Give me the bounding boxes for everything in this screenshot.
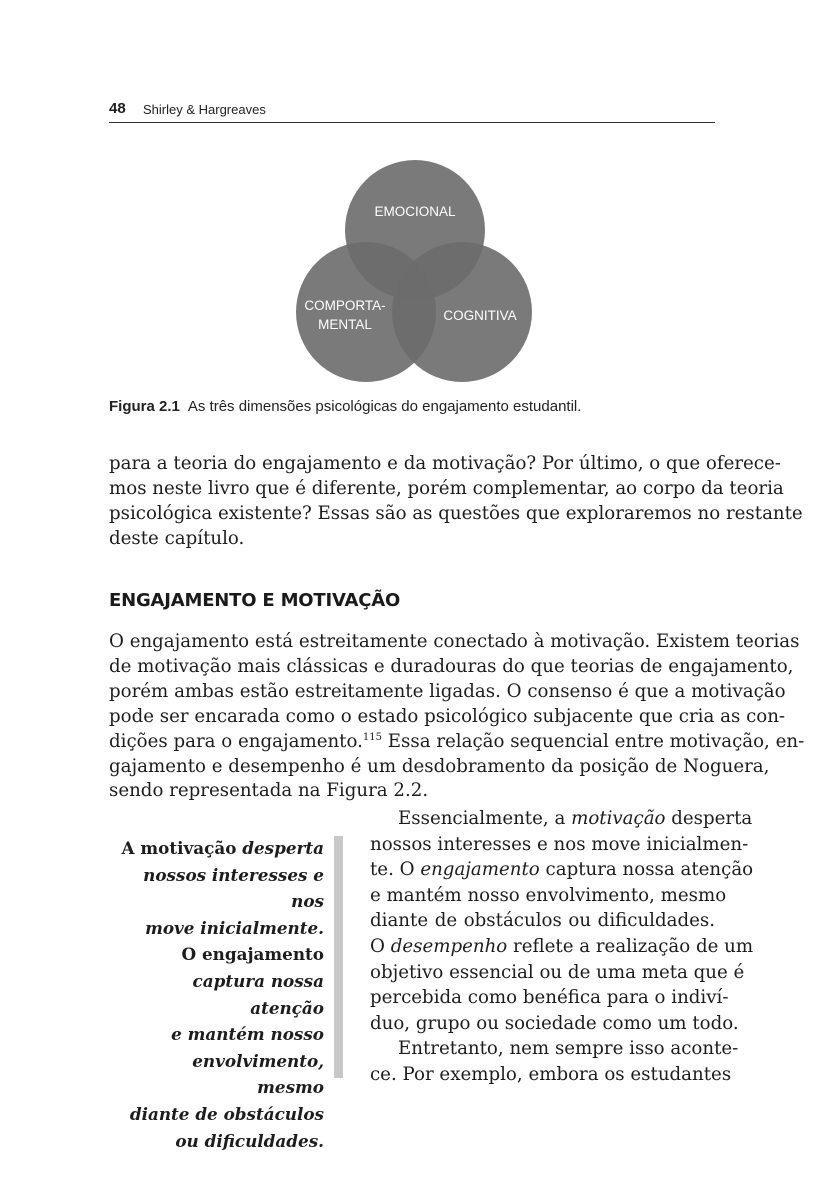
text-line: nossos interesses e nos move inicialmen- <box>370 833 749 855</box>
text-emphasis: engajamento <box>420 859 540 881</box>
paragraph-motivation <box>109 630 805 804</box>
text-line: percebida como benéfica para o indiví- <box>370 987 729 1009</box>
paragraph-intro <box>109 452 803 552</box>
text-line <box>370 806 753 832</box>
venn-diagram <box>280 150 540 390</box>
quote-line: e mantém nosso <box>171 1024 324 1045</box>
text-segment: te. O <box>370 859 421 881</box>
section-heading: ENGAJAMENTO E MOTIVAÇÃO <box>109 590 401 611</box>
text-line: pode ser encarada como o estado psicológico subjacente que cria as con- <box>109 705 786 727</box>
quote-line: nossos interesses e nos <box>143 864 324 912</box>
figure-caption <box>109 398 729 415</box>
caption-label: Figura 2.1 <box>109 398 180 415</box>
text-segment: O <box>370 935 391 957</box>
quote-line: diante de obstáculos <box>129 1103 324 1124</box>
footnote-ref: 115 <box>362 731 382 743</box>
text-line: porém ambas estão estreitamente ligadas. O consenso é que a motivação <box>109 680 786 702</box>
text-line <box>109 730 805 755</box>
text-segment: desperta <box>665 808 753 829</box>
text-segment: reflete a realização de um <box>507 935 754 957</box>
text-line: de motivação mais clássicas e duradouras do que teorias de engajamento, <box>109 655 794 677</box>
text-line: mos neste livro que é diferente, porém complementar, ao corpo da teoria <box>109 477 784 499</box>
text-segment: captura nossa atenção <box>539 859 754 881</box>
text-line: ce. Por exemplo, embora os estudantes <box>370 1063 732 1085</box>
label-comportamental-1: COMPORTA- <box>304 298 386 313</box>
text-segment: dições para o engajamento. <box>109 730 363 752</box>
quote-line: envolvimento, mesmo <box>192 1050 324 1098</box>
text-line: psicológica existente? Essas são as questões que exploraremos no restante <box>109 502 803 524</box>
quote-line: O engajamento <box>181 944 324 965</box>
label-comportamental-2: MENTAL <box>318 317 372 332</box>
running-header <box>109 100 715 123</box>
text-line: sendo representada na Figura 2.2. <box>109 780 429 802</box>
quote-line: ou dificuldades. <box>175 1130 324 1151</box>
paragraph-column <box>370 806 754 1088</box>
label-cognitiva: COGNITIVA <box>443 308 517 323</box>
quote-line: captura nossa atenção <box>192 970 324 1018</box>
text-segment: Essencialmente, a <box>398 808 572 829</box>
page-number: 48 <box>109 100 126 117</box>
text-emphasis: motivação <box>571 808 666 829</box>
text-line: deste capítulo. <box>109 527 245 549</box>
text-line: gajamento e desempenho é um desdobramento da posição de Noguera, <box>109 755 770 777</box>
text-line: e mantém nosso envolvimento, mesmo <box>370 884 727 906</box>
text-line: O engajamento está estreitamente conectado à motivação. Existem teorias <box>109 631 800 652</box>
text-line: para a teoria do engajamento e da motivação? Por último, o que oferece- <box>109 453 781 474</box>
pull-quote <box>120 835 324 1154</box>
text-line: diante de obstáculos ou dificuldades. <box>370 910 715 932</box>
quote-segment: A motivação <box>121 838 243 858</box>
label-emocional: EMOCIONAL <box>374 204 456 219</box>
quote-line <box>120 835 324 862</box>
text-line <box>370 934 754 960</box>
running-head: Shirley & Hargreaves <box>143 102 266 117</box>
text-line: objetivo essencial ou de uma meta que é <box>370 961 745 983</box>
quote-segment: desperta <box>242 838 324 858</box>
text-line: duo, grupo ou sociedade como um todo. <box>370 1012 739 1034</box>
text-emphasis: desempenho <box>390 935 508 957</box>
quote-line: move inicialmente. <box>145 917 324 938</box>
text-segment: Essa relação sequencial entre motivação, en- <box>382 730 805 752</box>
text-line <box>370 857 754 883</box>
caption-text: As três dimensões psicológicas do engajamento estudantil. <box>187 398 582 415</box>
pull-quote-bar <box>334 836 343 1078</box>
text-line: Entretanto, nem sempre isso aconte- <box>398 1038 739 1060</box>
